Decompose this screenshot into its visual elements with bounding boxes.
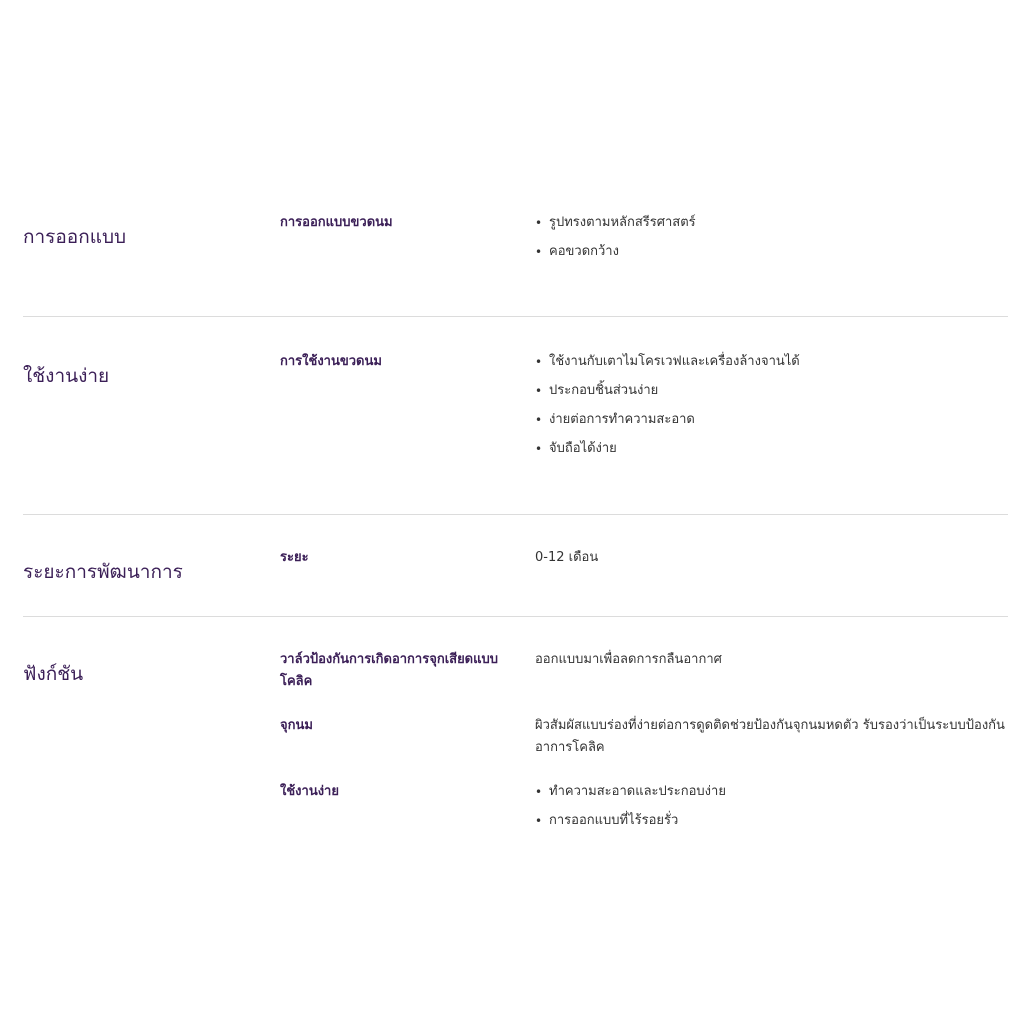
spec-row [280,210,1008,263]
spec-label: ระยะ [280,550,309,565]
spec-label: วาล์วป้องกันการเกิดอาการจุกเสียดแบบโคลิค [280,652,499,689]
spec-value [535,210,1008,263]
bullet-item: • คอขวดกว้าง [535,241,1008,263]
bullet-item: • การออกแบบที่ไร้รอยรั่ว [535,810,1008,832]
bullet-item: • ทำความสะอาดและประกอบง่าย [535,781,1008,803]
spec-row [280,545,1008,569]
bullet-list [535,781,1008,832]
bullet-list [535,351,1008,460]
bullet-item: • ประกอบชิ้นส่วนง่าย [535,380,1008,402]
section-title: ระยะการพัฒนาการ [23,561,183,583]
section-rows [280,349,1008,514]
spec-label: การออกแบบขวดนม [280,215,393,230]
bullet-item: • ง่ายต่อการทำความสะอาด [535,409,1008,431]
spec-label: การใช้งานขวดนม [280,354,382,369]
spec-row [280,349,1008,460]
spec-row [280,647,1008,693]
spec-value: 0-12 เดือน [535,550,599,565]
spec-label: ใช้งานง่าย [280,784,339,799]
spec-row [280,713,1008,759]
spec-value: ผิวสัมผัสแบบร่องที่ง่ายต่อการดูดติดช่วยป้องกันจุกนมหดตัว รับรองว่าเป็นระบบป้องกันอาการโคลิค [535,718,1005,755]
spec-section-function [23,617,1008,832]
spec-value [535,349,1008,460]
bullet-list [535,212,1008,263]
section-rows [280,647,1008,832]
spec-value: ออกแบบมาเพื่อลดการกลืนอากาศ [535,652,722,667]
spec-section-ease-of-use [23,317,1008,515]
spec-row [280,779,1008,832]
spec-section-design [23,192,1008,317]
spec-label: จุกนม [280,718,313,733]
spec-section-development-stage [23,515,1008,617]
section-rows [280,545,1008,616]
product-spec-table [23,192,1008,832]
section-title: การออกแบบ [23,226,127,248]
section-title: ฟังก์ชัน [23,663,84,685]
bullet-item: • รูปทรงตามหลักสรีรศาสตร์ [535,212,1008,234]
bullet-item: • ใช้งานกับเตาไมโครเวฟและเครื่องล้างจานได้ [535,351,1008,373]
bullet-item: • จับถือได้ง่าย [535,438,1008,460]
section-rows [280,210,1008,316]
section-title: ใช้งานง่าย [23,365,110,387]
spec-value [535,779,1008,832]
